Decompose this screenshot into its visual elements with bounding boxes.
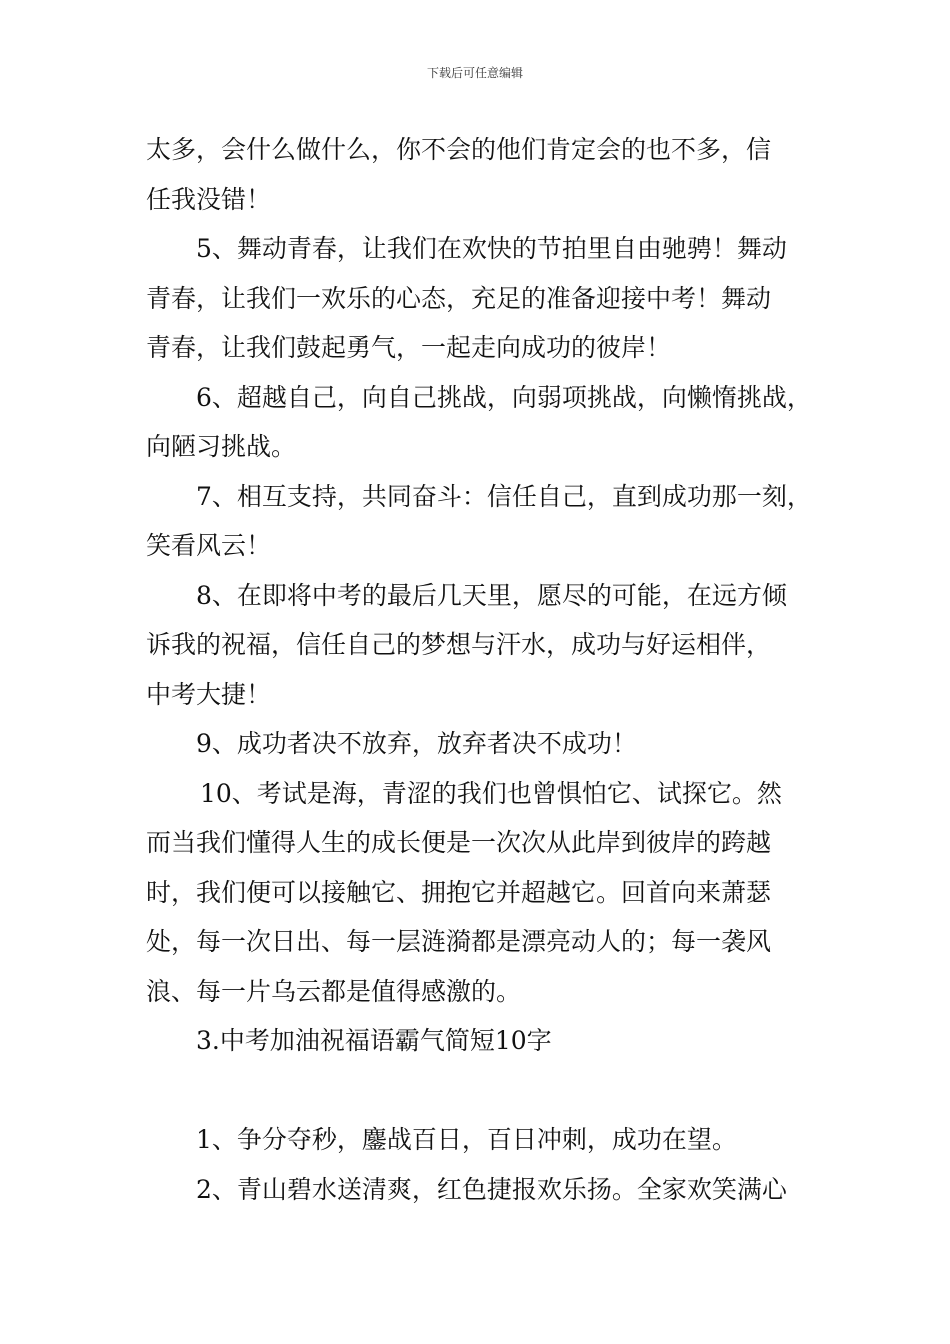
section-heading bbox=[146, 1016, 816, 1066]
paragraph-item-9 bbox=[146, 719, 816, 769]
paragraph-item-6 bbox=[146, 373, 816, 472]
paragraph-item-8 bbox=[146, 571, 816, 720]
text-line: 太多，会什么做什么，你不会的他们肯定会的也不多，信 bbox=[146, 135, 772, 164]
text-line: 而当我们懂得人生的成长便是一次次从此岸到彼岸的跨越 bbox=[146, 828, 772, 857]
text-line: 诉我的祝福，信任自己的梦想与汗水，成功与好运相伴， bbox=[146, 630, 772, 659]
text-line: 浪、每一片乌云都是值得感激的。 bbox=[146, 976, 522, 1006]
page-header: 下载后可任意编辑 bbox=[426, 66, 523, 80]
text-line: 8、在即将中考的最后几天里，愿尽的可能，在远方倾 bbox=[196, 580, 787, 610]
text-line: 9、成功者决不放弃，放弃者决不成功！ bbox=[196, 729, 637, 758]
text-line: 1、争分夺秒，鏖战百日，百日冲刺，成功在望。 bbox=[196, 1125, 737, 1154]
text-line: 6、超越自己，向自己挑战，向弱项挑战，向懒惰挑战， bbox=[196, 382, 812, 412]
text-line: 10、考试是海，青涩的我们也曾惧怕它、试探它。然 bbox=[200, 778, 782, 808]
text-line: 处，每一次日出、每一层涟漪都是漂亮动人的；每一袭风 bbox=[146, 927, 772, 956]
text-line: 时，我们便可以接触它、拥抱它并超越它。回首向来萧瑟 bbox=[146, 877, 772, 907]
paragraph-item-5 bbox=[146, 224, 816, 373]
paragraph-item-7 bbox=[146, 472, 816, 571]
paragraph-continuation bbox=[146, 125, 816, 224]
paragraph-item-1 bbox=[146, 1115, 816, 1165]
text-line: 3.中考加油祝福语霸气简短10字 bbox=[196, 1026, 552, 1055]
text-line: 笑看风云！ bbox=[146, 531, 272, 560]
text-line: 7、相互支持，共同奋斗：信任自己，直到成功那一刻， bbox=[196, 481, 812, 511]
text-line: 中考大捷！ bbox=[146, 679, 272, 709]
text-line: 青春，让我们鼓起勇气，一起走向成功的彼岸！ bbox=[146, 333, 672, 362]
text-line: 2、青山碧水送清爽，红色捷报欢乐扬。全家欢笑满心 bbox=[196, 1174, 787, 1204]
paragraph-item-2 bbox=[146, 1165, 816, 1215]
text-line: 青春，让我们一欢乐的心态，充足的准备迎接中考！舞动 bbox=[146, 283, 772, 313]
text-line: 任我没错！ bbox=[146, 184, 272, 214]
text-line: 向陋习挑战。 bbox=[146, 432, 297, 461]
text-line: 5、舞动青春，让我们在欢快的节拍里自由驰骋！舞动 bbox=[196, 234, 787, 263]
paragraph-item-10 bbox=[146, 769, 816, 1017]
document-body bbox=[146, 125, 816, 1214]
blank-line bbox=[146, 1066, 816, 1116]
